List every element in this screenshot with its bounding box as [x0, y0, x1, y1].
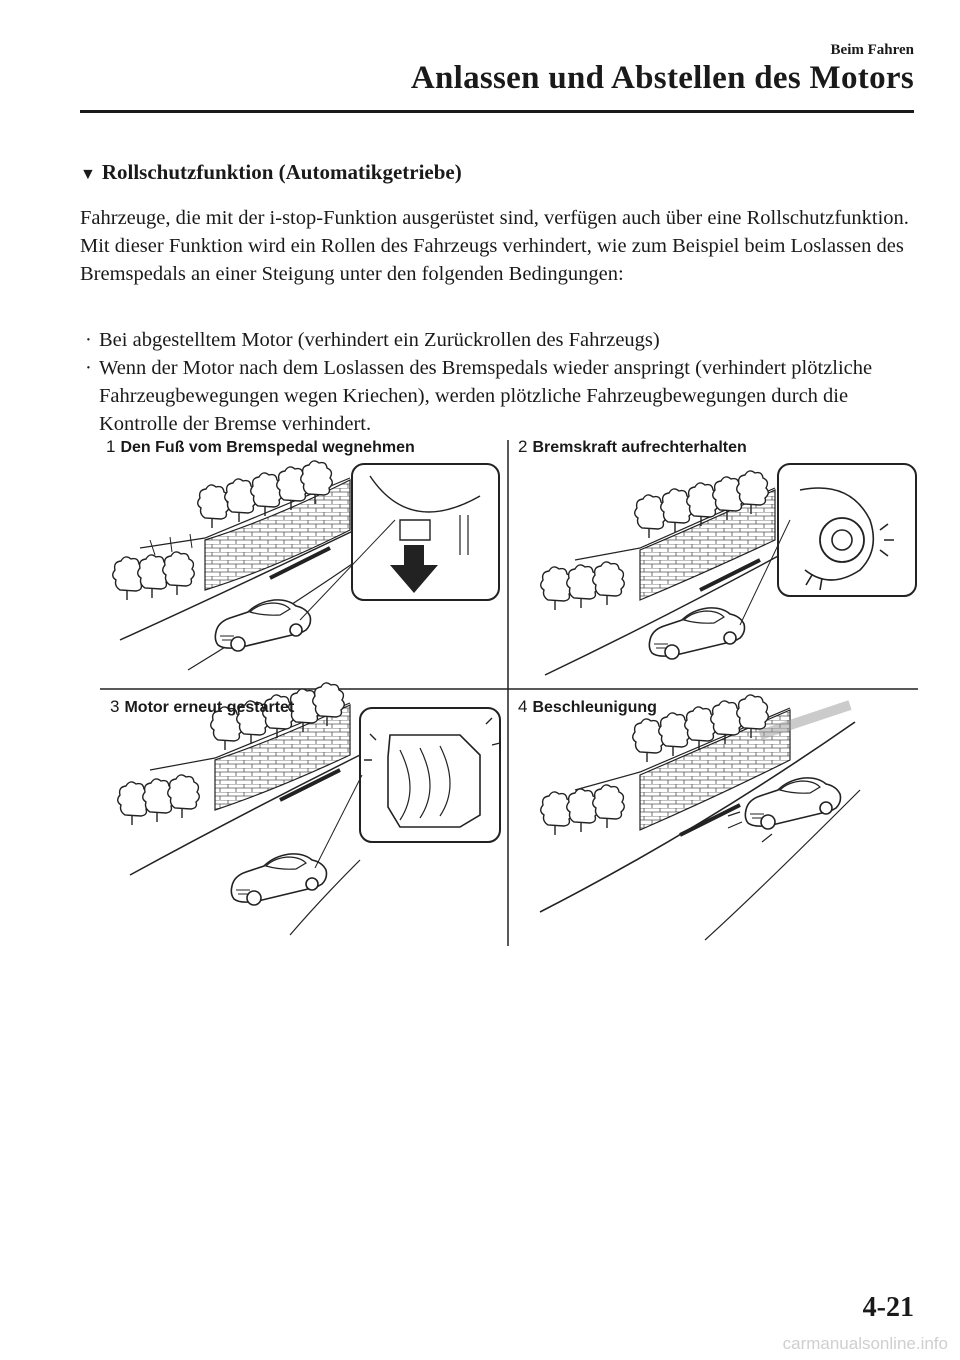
panel-2-scene — [541, 464, 916, 675]
section-heading-text: Rollschutzfunktion (Automatikgetriebe) — [101, 160, 462, 184]
panel-3-scene — [118, 683, 500, 935]
panel-label-3 — [110, 697, 294, 717]
panel-label-text: Den Fuß vom Bremspedal wegnehmen — [120, 439, 415, 456]
bullet-dot: · — [85, 329, 92, 351]
page-number: 4-21 — [862, 1292, 914, 1323]
list-item-text: Bei abgestelltem Motor (verhindert ein Zurückrollen des Fahrzeugs) — [99, 329, 660, 351]
triangle-marker-icon: ▼ — [80, 166, 96, 183]
step-number: 3 — [110, 697, 120, 716]
step-number: 4 — [518, 697, 528, 716]
panel-label-2 — [518, 437, 747, 457]
panel-1-scene — [113, 461, 499, 670]
panel-label-text: Beschleunigung — [532, 699, 657, 716]
watermark: carmanualsonline.info — [782, 1334, 948, 1353]
step-number: 1 — [106, 437, 116, 456]
list-item-text: Wenn der Motor nach dem Loslassen des Bremspedals wieder anspringt (verhindert plötzliche Fahrzeugbewegungen wegen Kriechen), werden plötzliche Fahrzeugbewegungen durch die Kontrolle der Bremse verhindert. — [99, 357, 873, 435]
body-paragraph: Fahrzeuge, die mit der i-stop-Funktion ausgerüstet sind, verfügen auch über eine Rollschutzfunktion. Mit dieser Funktion wird ein Rollen des Fahrzeugs verhindert, wie zum Beispiel beim Loslassen des Bremspedals an einer Steigung unter den folgenden Bedingungen: — [80, 207, 909, 285]
chapter-name: Beim Fahren — [830, 42, 914, 58]
panel-label-text: Motor erneut gestartet — [124, 699, 295, 716]
panel-label-1 — [106, 437, 415, 457]
bullet-dot: · — [85, 357, 92, 379]
step-number: 2 — [518, 437, 528, 456]
page-title: Anlassen und Abstellen des Motors — [410, 60, 914, 96]
panel-label-text: Bremskraft aufrechterhalten — [532, 439, 747, 456]
panel-label-4 — [518, 697, 657, 717]
panel-4-scene — [540, 695, 860, 940]
